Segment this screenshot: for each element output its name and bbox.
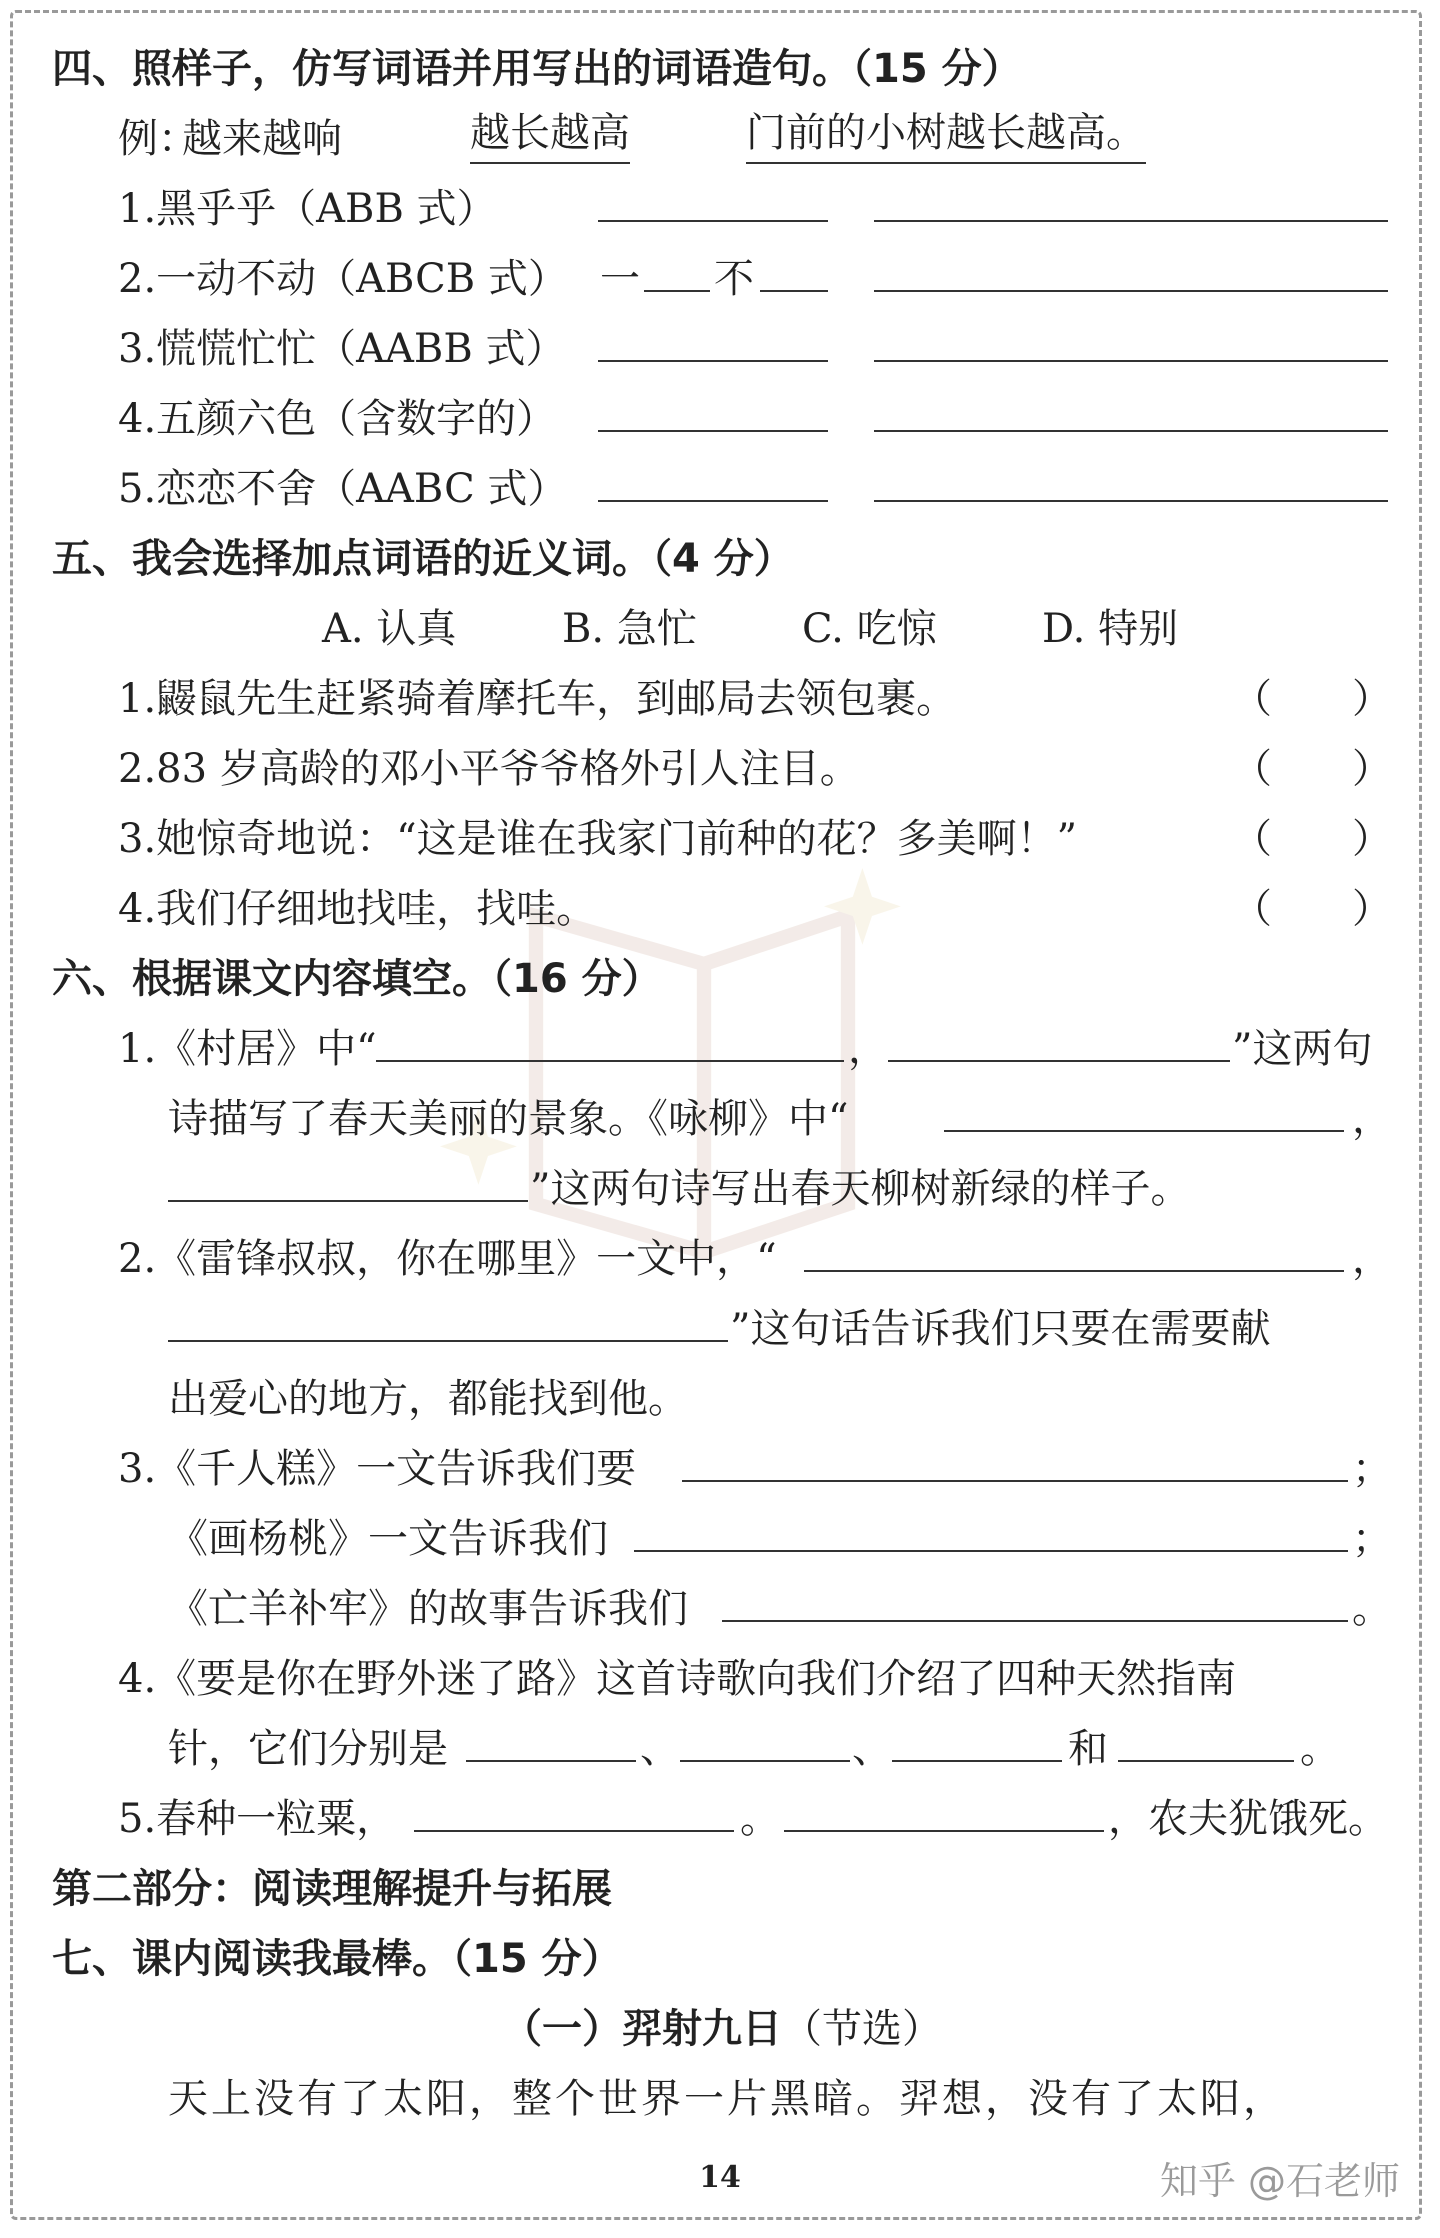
poem-blank[interactable]: [414, 1784, 734, 1832]
s6-q3-text: 《画杨桃》一文告诉我们: [168, 1516, 608, 1562]
quote-blank[interactable]: [168, 1294, 728, 1342]
comma: ，: [1352, 1096, 1392, 1142]
zhihu-watermark: 知乎 @石老师: [1159, 2159, 1400, 2203]
s5-item-text: 2.83 岁高龄的邓小平爷爷格外引人注目。: [118, 746, 860, 792]
separator: 、: [640, 1726, 680, 1772]
answer-blank[interactable]: [680, 1714, 850, 1762]
period: 。: [1352, 1586, 1392, 1632]
part2-title: 第二部分：阅读理解提升与拓展: [52, 1866, 612, 1912]
comma: ，: [1352, 1236, 1392, 1282]
answer-paren[interactable]: （ ）: [1232, 816, 1392, 862]
s6-q1-text: ”这两句诗写出春天柳树新绿的样子。: [530, 1166, 1191, 1212]
s6-q2-text: 出爱心的地方，都能找到他。: [168, 1376, 688, 1422]
s6-q1-text: ”这两句: [1232, 1026, 1373, 1072]
word-blank[interactable]: [644, 244, 710, 292]
sentence-blank[interactable]: [874, 314, 1388, 362]
s6-q1-text: 诗描写了春天美丽的景象。《咏柳》中“: [168, 1096, 849, 1142]
example-sentence: 门前的小树越长越高。: [746, 104, 1146, 164]
s5-options: [52, 594, 1392, 664]
s6-q4-line1: [52, 1644, 1392, 1714]
example-label: 例：: [118, 116, 198, 162]
s6-q3-text: 《亡羊补牢》的故事告诉我们: [168, 1586, 688, 1632]
word-blank[interactable]: [598, 174, 828, 222]
s4-item-4: [52, 384, 1392, 454]
s6-q3-text: 3.《千人糕》一文告诉我们要: [118, 1446, 637, 1492]
s6-q2-text: ”这句话告诉我们只要在需要献: [730, 1306, 1271, 1352]
s6-q4-line2: [52, 1714, 1392, 1784]
answer-blank[interactable]: [892, 1714, 1062, 1762]
semicolon: ；: [1352, 1516, 1392, 1562]
s5-item-3: [52, 804, 1392, 874]
example-answer: 越长越高: [470, 104, 630, 164]
s6-q1-line1: [52, 1014, 1392, 1084]
s4-item2-yi: 一: [600, 256, 640, 302]
passage-note: （节选）: [782, 2006, 942, 2052]
period: 。: [740, 1796, 780, 1842]
passage-title: （一）羿射九日: [502, 2006, 782, 2052]
s4-item2-bu: 不: [714, 256, 754, 302]
word-blank[interactable]: [760, 244, 828, 292]
s4-item-label: 3.慌慌忙忙（AABB 式）: [118, 326, 566, 372]
passage-line: [52, 2064, 1392, 2134]
example-word: 越来越响: [182, 116, 342, 162]
s6-q4-text: 针，它们分别是: [168, 1726, 448, 1772]
separator: 、: [852, 1726, 892, 1772]
conjunction: 和: [1068, 1726, 1108, 1772]
s5-item-2: [52, 734, 1392, 804]
s4-item-label: 4.五颜六色（含数字的）: [118, 396, 557, 442]
option-d: D. 特别: [1042, 606, 1179, 652]
answer-blank[interactable]: [682, 1434, 1348, 1482]
section7-title: 七、课内阅读我最棒。（15 分）: [52, 1936, 622, 1982]
quote-blank[interactable]: [804, 1224, 1344, 1272]
comma: ，: [848, 1026, 888, 1072]
s6-q5-text: 5.春种一粒粟，: [118, 1796, 397, 1842]
word-blank[interactable]: [598, 314, 828, 362]
s4-item-3: [52, 314, 1392, 384]
semicolon: ；: [1352, 1446, 1392, 1492]
s5-item-4: [52, 874, 1392, 944]
section4-title: 四、照样子，仿写词语并用写出的词语造句。（15 分）: [52, 46, 1022, 92]
poem-blank[interactable]: [784, 1784, 1104, 1832]
word-blank[interactable]: [598, 454, 828, 502]
s6-q2-line2: [52, 1294, 1392, 1364]
passage-text: 天上没有了太阳，整个世界一片黑暗。羿想，没有了太阳，: [168, 2076, 1286, 2122]
poem-blank[interactable]: [888, 1014, 1230, 1062]
worksheet: [52, 34, 1392, 2134]
s4-item-label: 5.恋恋不舍（AABC 式）: [118, 466, 568, 512]
sentence-blank[interactable]: [874, 384, 1388, 432]
poem-blank[interactable]: [944, 1084, 1344, 1132]
passage-title-row: [52, 1994, 1392, 2064]
s6-q5-text: ，农夫犹饿死。: [1108, 1796, 1388, 1842]
s6-q5: [52, 1784, 1392, 1854]
s6-q1-line2: [52, 1084, 1392, 1154]
section6-title: 六、根据课文内容填空。（16 分）: [52, 956, 662, 1002]
s4-item-5: [52, 454, 1392, 524]
s6-q3-line1: [52, 1434, 1392, 1504]
answer-blank[interactable]: [1118, 1714, 1294, 1762]
s5-item-text: 1.鼹鼠先生赶紧骑着摩托车，到邮局去领包裹。: [118, 676, 957, 722]
s5-item-text: 3.她惊奇地说：“这是谁在我家门前种的花？多美啊！”: [118, 816, 1078, 862]
s6-q1-line3: [52, 1154, 1392, 1224]
s6-q1-text: 1.《村居》中“: [118, 1026, 377, 1072]
example-row: [52, 104, 1392, 174]
section5-title: 五、我会选择加点词语的近义词。（4 分）: [52, 536, 794, 582]
option-c: C. 吃惊: [802, 606, 937, 652]
sentence-blank[interactable]: [874, 174, 1388, 222]
s4-item-2: [52, 244, 1392, 314]
poem-blank[interactable]: [168, 1154, 528, 1202]
s6-q2-line1: [52, 1224, 1392, 1294]
s6-q2-line3: [52, 1364, 1392, 1434]
s6-q3-line3: [52, 1574, 1392, 1644]
word-blank[interactable]: [598, 384, 828, 432]
answer-paren[interactable]: （ ）: [1232, 886, 1392, 932]
option-b: B. 急忙: [562, 606, 697, 652]
sentence-blank[interactable]: [874, 244, 1388, 292]
s5-item-1: [52, 664, 1392, 734]
s4-item-1: [52, 174, 1392, 244]
s6-q3-line2: [52, 1504, 1392, 1574]
answer-blank[interactable]: [634, 1504, 1348, 1552]
poem-blank[interactable]: [376, 1014, 844, 1062]
s4-item-label: 2.一动不动（ABCB 式）: [118, 256, 568, 302]
answer-blank[interactable]: [722, 1574, 1348, 1622]
answer-paren[interactable]: （ ）: [1232, 676, 1392, 722]
option-a: A. 认真: [322, 606, 457, 652]
s6-q4-text: 4.《要是你在野外迷了路》这首诗歌向我们介绍了四种天然指南: [118, 1656, 1237, 1702]
page-number: 14: [699, 2160, 741, 2195]
s5-item-text: 4.我们仔细地找哇，找哇。: [118, 886, 597, 932]
period: 。: [1300, 1726, 1340, 1772]
s4-item-label: 1.黑乎乎（ABB 式）: [118, 186, 497, 232]
sentence-blank[interactable]: [874, 454, 1388, 502]
answer-blank[interactable]: [466, 1714, 636, 1762]
answer-paren[interactable]: （ ）: [1232, 746, 1392, 792]
s6-q2-text: 2.《雷锋叔叔，你在哪里》一文中，“: [118, 1236, 777, 1282]
